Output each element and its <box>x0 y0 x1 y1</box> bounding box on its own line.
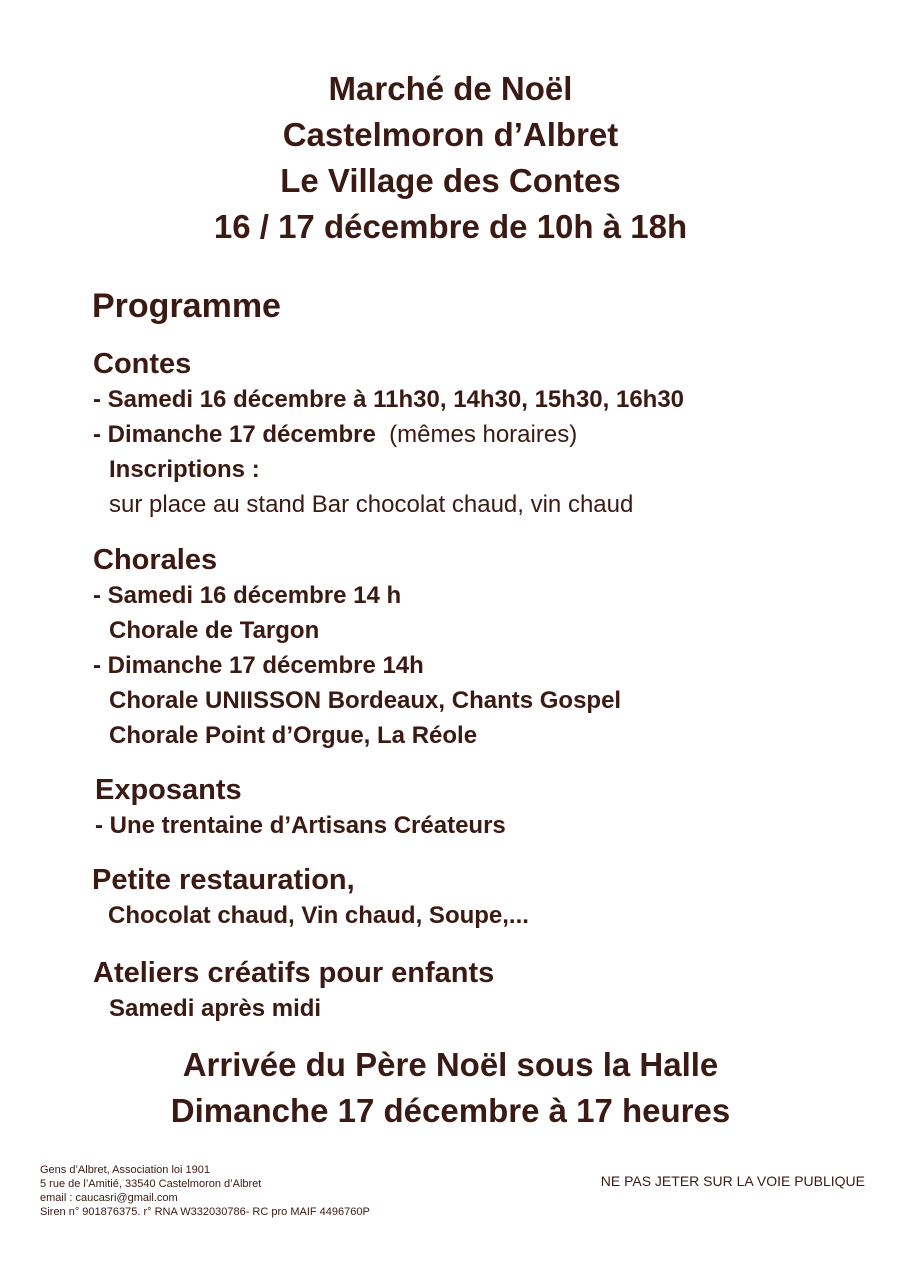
contes-heading: Contes <box>93 348 192 380</box>
ateliers-line: Samedi après midi <box>109 995 322 1022</box>
arrival-line-2: Dimanche 17 décembre à 17 heures <box>170 1092 731 1129</box>
pere-noel-arrival <box>0 1042 901 1134</box>
contes-sunday: - Dimanche 17 décembre <box>93 421 376 448</box>
event-theme: Le Village des Contes <box>280 162 621 199</box>
section-exposants <box>95 772 506 843</box>
section-restauration <box>92 862 529 933</box>
footer-siren: Siren n° 901876375. r° RNA W332030786- RC pro MAIF 4496760P <box>40 1206 370 1218</box>
flyer-header <box>0 66 901 250</box>
chorales-heading: Chorales <box>93 544 218 576</box>
section-ateliers <box>93 955 494 1026</box>
restauration-heading: Petite restauration, <box>92 864 355 896</box>
event-title: Marché de Noël <box>328 70 573 107</box>
exposants-heading: Exposants <box>95 774 242 806</box>
chorales-saturday-choir: Chorale de Targon <box>109 617 320 644</box>
event-location: Castelmoron d’Albret <box>282 116 619 153</box>
inscriptions-text: sur place au stand Bar chocolat chaud, vin chaud <box>109 491 634 518</box>
chorales-saturday: - Samedi 16 décembre 14 h <box>93 582 402 609</box>
contes-sunday-note: (mêmes horaires) <box>389 421 578 448</box>
chorales-sunday-choir-2: Chorale Point d’Orgue, La Réole <box>109 722 478 749</box>
exposants-line: - Une trentaine d’Artisans Créateurs <box>95 812 506 839</box>
chorales-sunday-choir-1: Chorale UNIISSON Bordeaux, Chants Gospel <box>109 687 622 714</box>
contes-saturday: - Samedi 16 décembre à 11h30, 14h30, 15h30, 16h30 <box>93 386 685 413</box>
footer-org-name: Gens d’Albret, Association loi 1901 <box>40 1164 210 1176</box>
section-contes <box>93 346 684 522</box>
ateliers-heading: Ateliers créatifs pour enfants <box>93 957 495 989</box>
contes-sunday-line <box>93 417 684 452</box>
arrival-line-1: Arrivée du Père Noël sous la Halle <box>182 1046 719 1083</box>
chorales-sunday: - Dimanche 17 décembre 14h <box>93 652 424 679</box>
footer-notice: NE PAS JETER SUR LA VOIE PUBLIQUE <box>600 1173 865 1189</box>
programme-heading: Programme <box>92 287 281 325</box>
footer-address: 5 rue de l’Amitié, 33540 Castelmoron d’Albret <box>40 1178 262 1190</box>
footer-email: email : caucasri@gmail.com <box>40 1192 178 1204</box>
restauration-line: Chocolat chaud, Vin chaud, Soupe,... <box>108 902 529 929</box>
footer-organization <box>40 1163 370 1219</box>
event-dates: 16 / 17 décembre de 10h à 18h <box>213 208 688 245</box>
section-chorales <box>93 542 621 753</box>
inscriptions-label: Inscriptions : <box>109 456 260 483</box>
